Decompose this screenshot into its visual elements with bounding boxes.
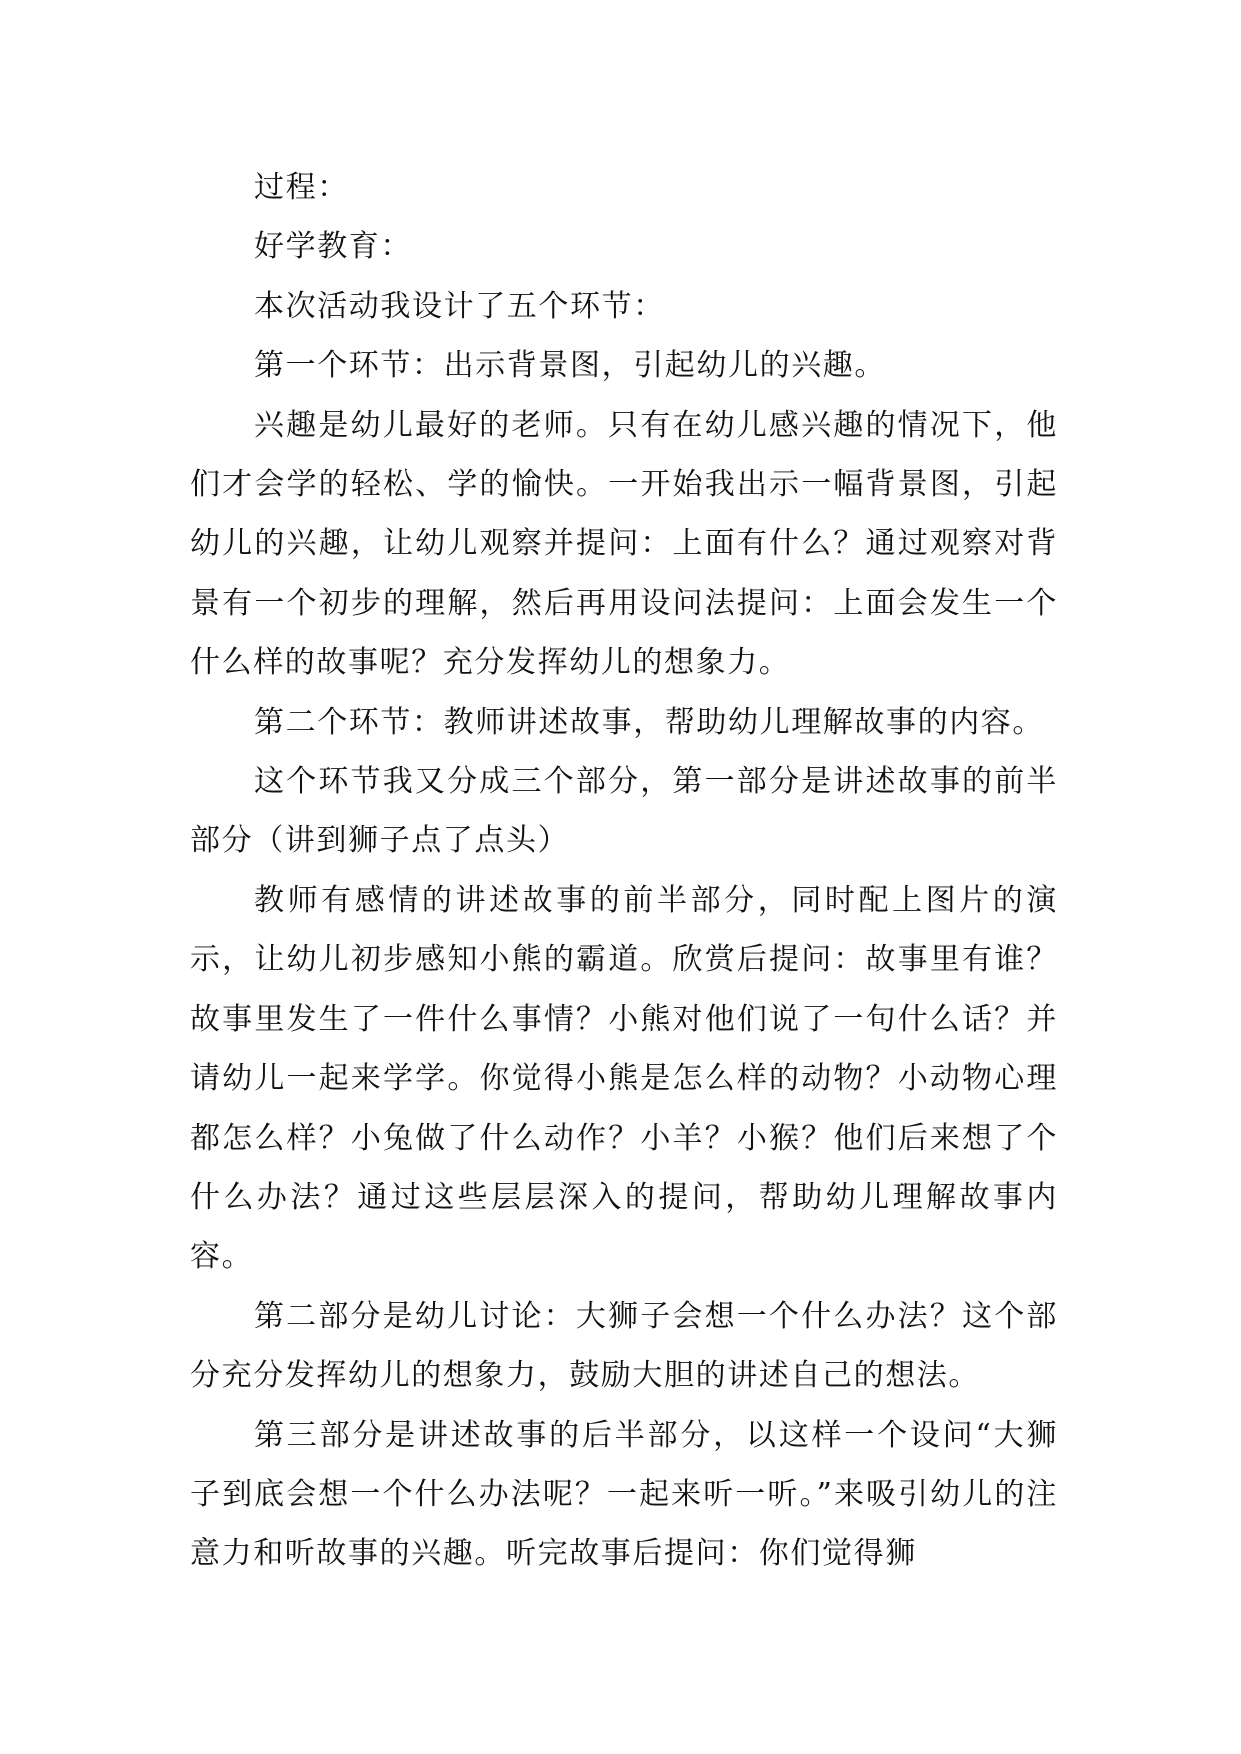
paragraph-step-two-heading: 第二个环节：教师讲述故事，帮助幼儿理解故事的内容。 [254, 704, 1044, 740]
document-body [190, 158, 1058, 1584]
paragraph-part-one-body: 教师有感情的讲述故事的前半部分，同时配上图片的演示，让幼儿初步感知小熊的霸道。欣赏后提问：故事里有谁？故事里发生了一件什么事情？小熊对他们说了一句什么话？并请幼儿一起来学学。你觉得小熊是怎么样的动物？小动物心理都怎么样？小兔做了什么动作？小羊？小猴？他们后来想了个什么办法？通过这些层层深入的提问，帮助幼儿理解故事内容。 [190, 882, 1058, 1275]
paragraph-part-two-body: 第二部分是幼儿讨论：大狮子会想一个什么办法？这个部分充分发挥幼儿的想象力，鼓励大胆的讲述自己的想法。 [190, 1298, 1058, 1394]
paragraph-activity-intro: 本次活动我设计了五个环节： [254, 288, 665, 324]
paragraph-step-one-body: 兴趣是幼儿最好的老师。只有在幼儿感兴趣的情况下，他们才会学的轻松、学的愉快。一开始我出示一幅背景图，引起幼儿的兴趣，让幼儿观察并提问：上面有什么？通过观察对背景有一个初步的理解，然后再用设问法提问：上面会发生一个什么样的故事呢？充分发挥幼儿的想象力。 [190, 407, 1058, 681]
paragraph-step-one-heading: 第一个环节：出示背景图，引起幼儿的兴趣。 [254, 348, 886, 384]
paragraph-source-label: 好学教育： [254, 229, 412, 265]
paragraph-process-heading: 过程： [254, 170, 349, 205]
paragraph-step-two-parts: 这个环节我又分成三个部分，第一部分是讲述故事的前半部分（讲到狮子点了点头） [190, 764, 1058, 859]
paragraph-part-three-body: 第三部分是讲述故事的后半部分，以这样一个设问“大狮子到底会想一个什么办法呢？一起来听一听。”来吸引幼儿的注意力和听故事的兴趣。听完故事后提问：你们觉得狮 [190, 1417, 1058, 1572]
